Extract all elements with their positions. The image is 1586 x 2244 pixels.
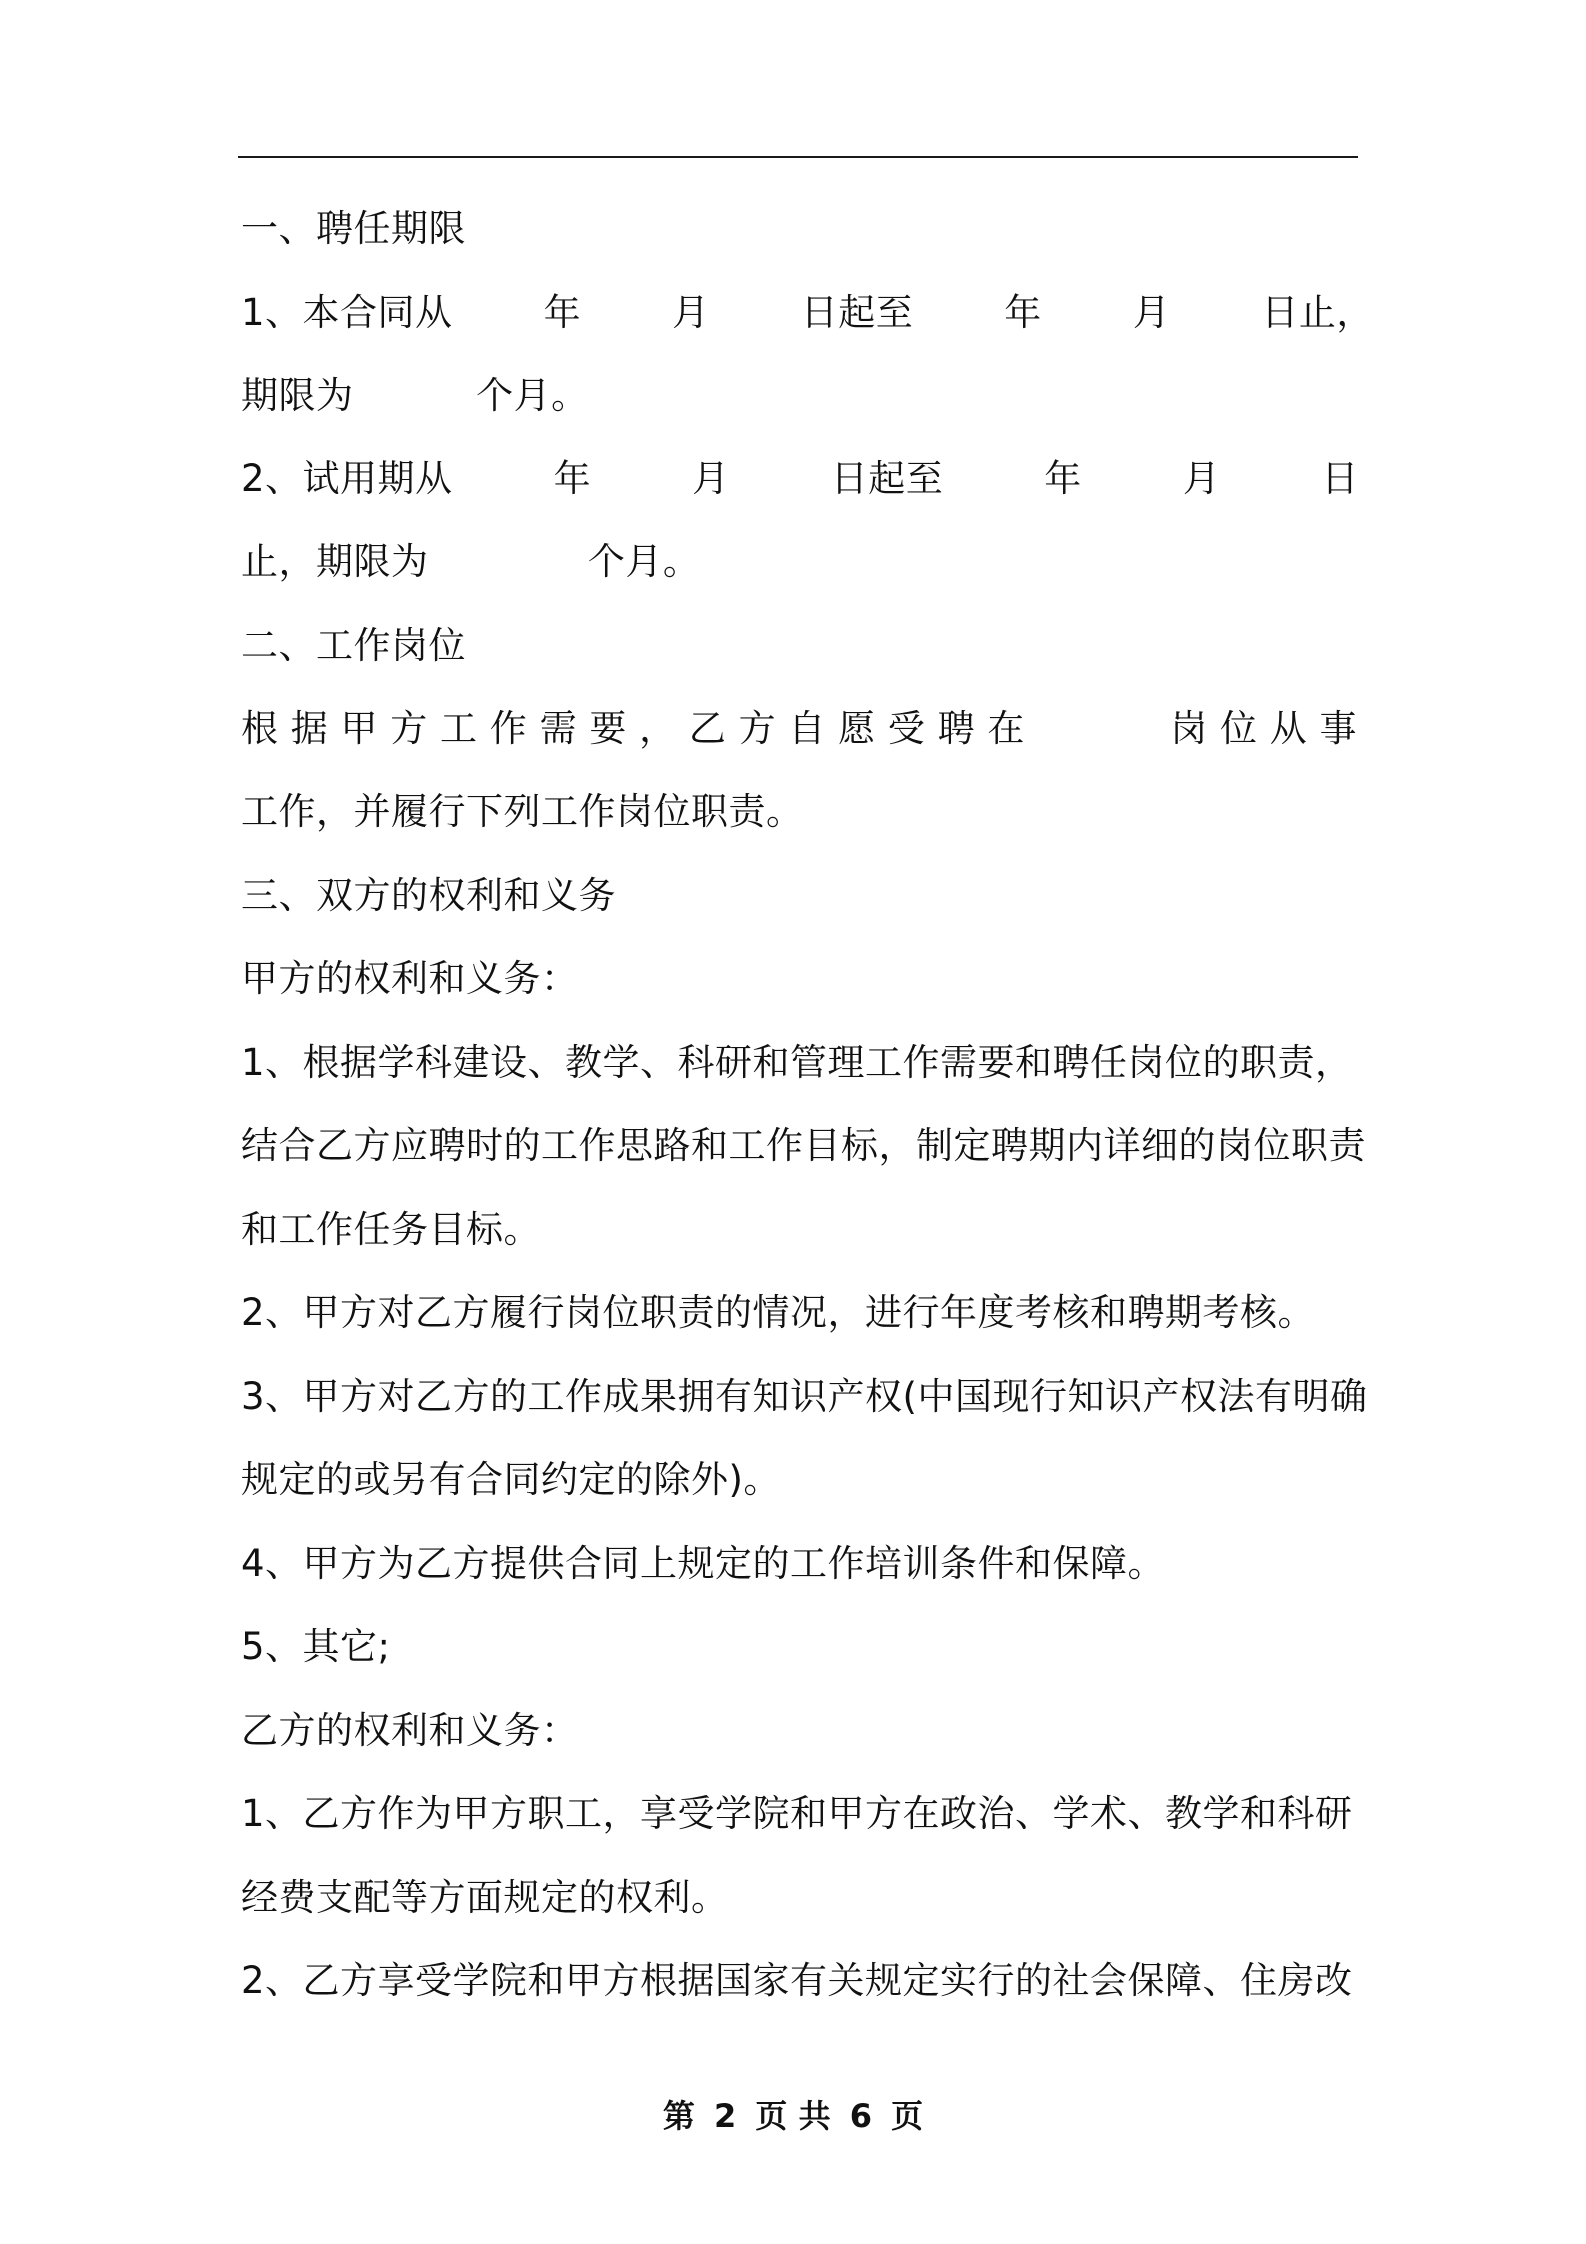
term-line-1 [241, 289, 1374, 337]
term-line-1-cont: 期限为 个月。 [241, 374, 589, 417]
party-b-line: 经费支配等方面规定的权利。 [241, 1876, 729, 1919]
footer-suffix: 页 [891, 2097, 924, 2135]
term-line-2-part: 日起至 [830, 457, 944, 500]
party-b-line: 2、乙方享受学院和甲方根据国家有关规定实行的社会保障、住房改 [241, 1959, 1353, 2002]
term-line-1-part: 月 [672, 291, 710, 334]
term-line-1-part: 月 [1132, 291, 1171, 334]
party-a-line: 2、甲方对乙方履行岗位职责的情况，进行年度考核和聘期考核。 [241, 1291, 1316, 1334]
page-total: 6 [849, 2097, 872, 2135]
party-a-line: 3、甲方对乙方的工作成果拥有知识产权(中国现行知识产权法有明确 [241, 1375, 1368, 1418]
party-a-line: 规定的或另有合同约定的除外)。 [241, 1458, 781, 1501]
term-line-2-part: 年 [553, 457, 592, 500]
term-line-1-part: 1、本合同从 [241, 291, 453, 334]
position-line [241, 705, 1357, 753]
term-line-2-cont: 止，期限为 个月。 [241, 540, 701, 583]
party-a-heading: 甲方的权利和义务： [241, 957, 579, 1000]
party-a-line: 1、根据学科建设、教学、科研和管理工作需要和聘任岗位的职责， [241, 1041, 1353, 1084]
position-line-part: 岗 位 从 事 [1170, 707, 1357, 750]
party-a-line: 5、其它; [241, 1625, 391, 1668]
page-number: 2 [714, 2097, 737, 2135]
term-line-2 [241, 455, 1359, 503]
party-b-line: 1、乙方作为甲方职工，享受学院和甲方在政治、学术、教学和科研 [241, 1792, 1353, 1835]
section-3-heading: 三、双方的权利和义务 [241, 874, 616, 917]
party-a-line: 4、甲方为乙方提供合同上规定的工作培训条件和保障。 [241, 1542, 1166, 1585]
position-line-part: 根 据 甲 方 工 作 需 要 ， 乙 方 自 愿 受 聘 在 [241, 707, 1025, 750]
term-line-2-part: 2、试用期从 [241, 457, 453, 500]
page-footer [0, 2096, 1586, 2136]
term-line-1-part: 日起至 [800, 291, 914, 334]
footer-mid: 页 共 [755, 2097, 831, 2135]
party-b-heading: 乙方的权利和义务： [241, 1709, 579, 1752]
footer-prefix: 第 [662, 2097, 695, 2135]
term-line-1-part: 年 [543, 291, 582, 334]
section-1-heading: 一、聘任期限 [241, 207, 466, 250]
term-line-1-part: 日止， [1261, 291, 1374, 334]
header-rule [238, 156, 1358, 158]
term-line-2-part: 年 [1044, 457, 1082, 500]
term-line-2-part: 月 [692, 457, 730, 500]
party-a-line: 和工作任务目标。 [241, 1208, 541, 1251]
term-line-1-part: 年 [1004, 291, 1042, 334]
term-line-2-part: 日 [1321, 457, 1359, 500]
section-2-heading: 二、工作岗位 [241, 624, 466, 667]
position-line-cont: 工作，并履行下列工作岗位职责。 [241, 790, 804, 833]
term-line-2-part: 月 [1182, 457, 1221, 500]
party-a-line: 结合乙方应聘时的工作思路和工作目标，制定聘期内详细的岗位职责 [241, 1124, 1366, 1167]
